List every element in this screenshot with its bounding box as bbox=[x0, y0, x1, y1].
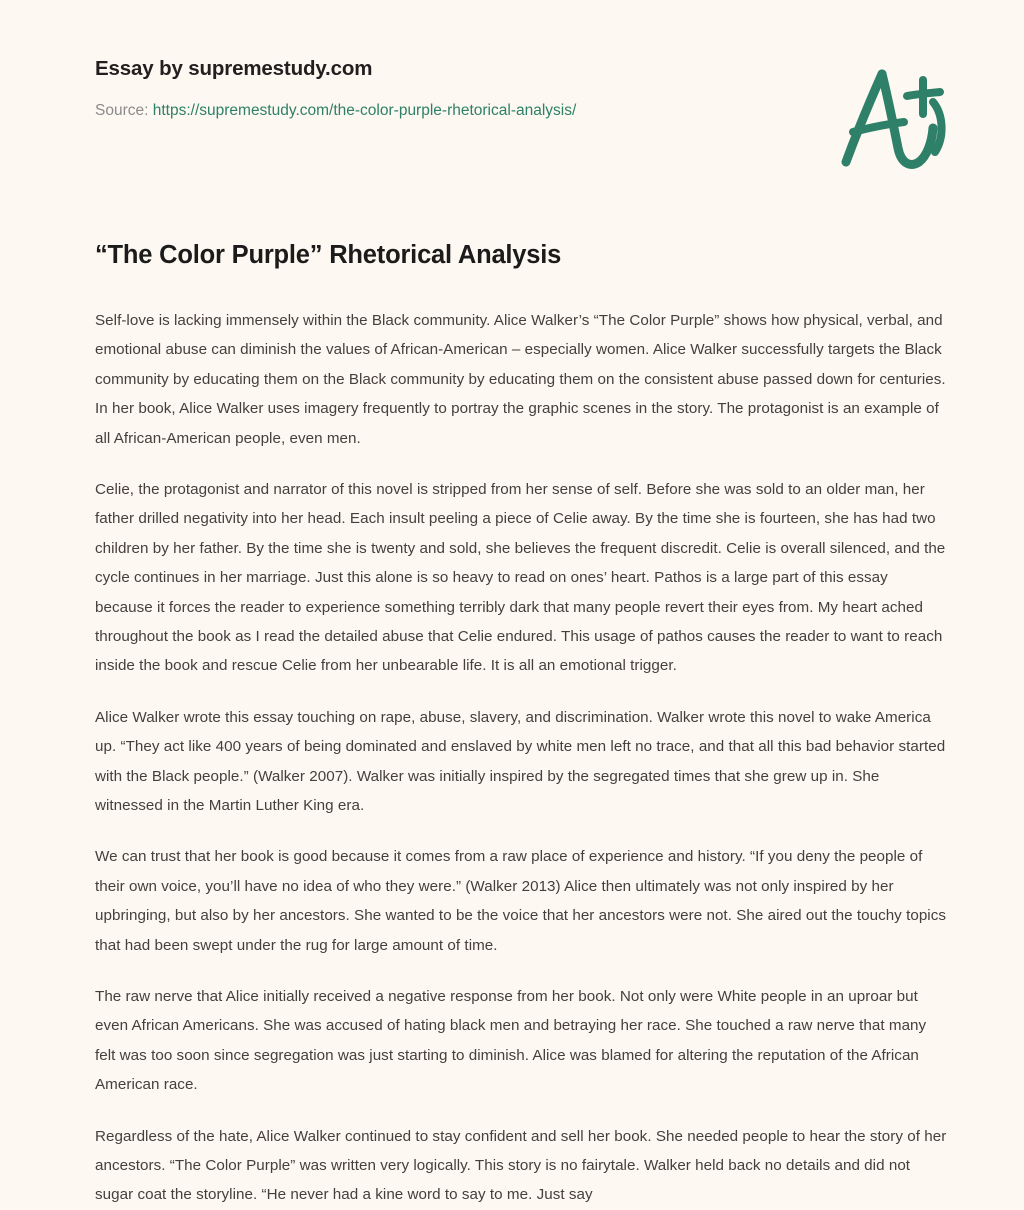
a-plus-logo[interactable] bbox=[830, 62, 955, 182]
page-title: “The Color Purple” Rhetorical Analysis bbox=[95, 241, 562, 269]
article-body bbox=[95, 306, 947, 1210]
source-url-link[interactable]: https://supremestudy.com/the-color-purple-rhetorical-analysis/ bbox=[152, 101, 577, 119]
article-paragraph: Celie, the protagonist and narrator of this novel is stripped from her sense of self. Before she was sold to an older man, her father drilled negativity into her head. Each insult peeling a piece of Celie away. By the time she is fourteen, she has had two children by her father. By the time she is twenty and sold, she believes the frequent discredit. Celie is overall silenced, and the cycle continues in her marriage. Just this alone is so heavy to read on ones’ heart. Pathos is a large part of this essay because it forces the reader to experience something terribly dark that many people revert their eyes from. My heart ached throughout the book as I read the detailed abuse that Celie endured. This usage of pathos causes the reader to want to reach inside the book and rescue Celie from her unbearable life. It is all an emotional trigger. bbox=[95, 480, 946, 675]
article bbox=[95, 240, 947, 1210]
article-paragraph: We can trust that her book is good because it comes from a raw place of experience and history. “If you deny the people of their own voice, you’ll have no idea of who they were.” (Walker 2013) Alice then ultimately was not only inspired by her upbringing, but also by her ancestors. She wanted to be the voice that her ancestors were not. She aired out the touchy topics that had been swept under the rug for large amount of time. bbox=[95, 848, 946, 954]
source-line bbox=[95, 101, 955, 121]
source-label: Source: bbox=[95, 101, 149, 119]
article-paragraph: The raw nerve that Alice initially received a negative response from her book. Not only were White people in an uproar but even African Americans. She was accused of hating black men and betraying her race. She touched a raw nerve that many felt was too soon since segregation was just starting to diminish. Alice was blamed for altering the reputation of the African American race. bbox=[95, 988, 927, 1094]
article-paragraph: Regardless of the hate, Alice Walker continued to stay confident and sell her book. She needed people to hear the story of her ancestors. “The Color Purple” was written very logically. This story is no fairytale. Walker held back no details and did not sugar coat the storyline. “He never had a kine word to say to me. Just say bbox=[95, 1127, 947, 1204]
article-paragraph: Self-love is lacking immensely within the Black community. Alice Walker’s “The Color Purple” shows how physical, verbal, and emotional abuse can diminish the values of African-American – especially women. Alice Walker successfully targets the Black community by educating them on the Black community by educating them on the consistent abuse passed down for centuries. In her book, Alice Walker uses imagery frequently to portray the graphic scenes in the story. The protagonist is an example of all African-American people, even men. bbox=[95, 311, 946, 447]
article-paragraph: Alice Walker wrote this essay touching on rape, abuse, slavery, and discrimination. Walker wrote this novel to wake America up. “They act like 400 years of being dominated and enslaved by white men left no trace, and that all this bad behavior started with the Black people.” (Walker 2007). Walker was initially inspired by the segregated times that she grew up in. She witnessed in the Martin Luther King era. bbox=[95, 708, 946, 814]
byline: Essay by supremestudy.com bbox=[95, 57, 373, 80]
page-header bbox=[95, 52, 955, 182]
